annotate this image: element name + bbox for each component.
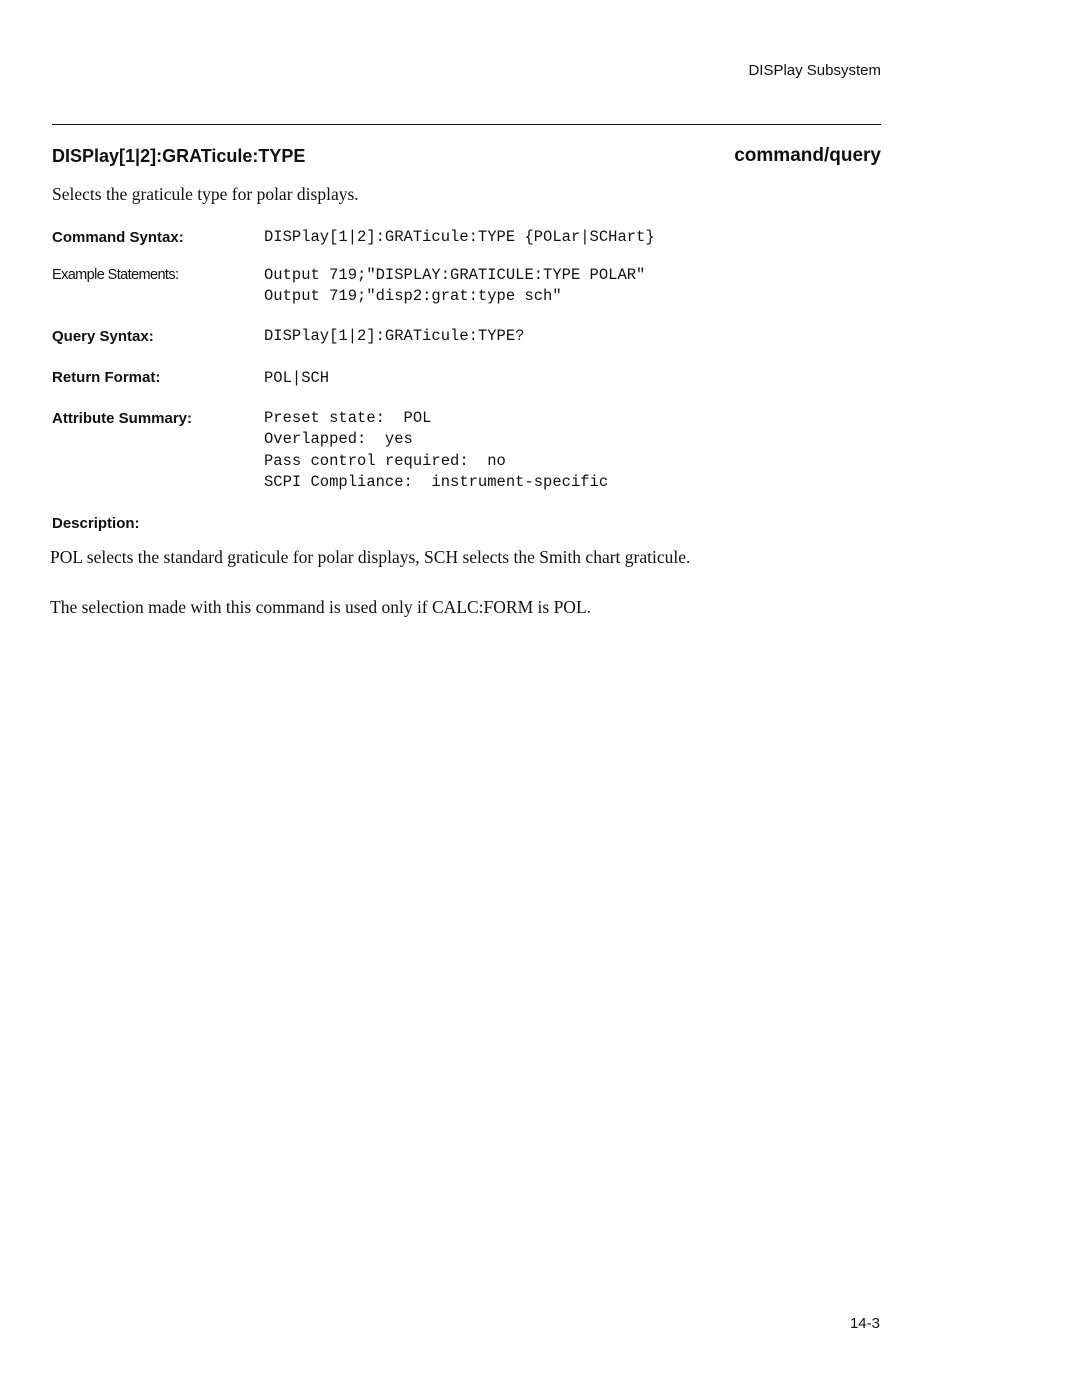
command-syntax-label: Command Syntax:	[52, 229, 184, 246]
attribute-pass-control: Pass control required: no	[264, 452, 506, 470]
attribute-summary-label: Attribute Summary:	[52, 410, 193, 427]
page-number: 14-3	[849, 1315, 880, 1332]
example-statement-1: Output 719;"DISPLAY:GRATICULE:TYPE POLAR"	[264, 266, 646, 284]
attribute-scpi-compliance: SCPI Compliance: instrument-specific	[264, 473, 609, 491]
command-summary: Selects the graticule type for polar displays.	[52, 184, 359, 204]
command-title: DISPlay[1|2]:GRATicule:TYPE	[52, 146, 306, 166]
command-syntax-value: DISPlay[1|2]:GRATicule:TYPE {POLar|SCHart}	[264, 228, 655, 246]
description-label: Description:	[52, 515, 140, 532]
query-syntax-value: DISPlay[1|2]:GRATicule:TYPE?	[264, 327, 525, 345]
header-rule	[52, 124, 881, 125]
attribute-overlapped: Overlapped: yes	[264, 430, 413, 448]
attribute-preset-state: Preset state: POL	[264, 409, 432, 427]
description-paragraph-2: The selection made with this command is used only if CALC:FORM is POL.	[50, 597, 592, 617]
running-header: DISPlay Subsystem	[748, 62, 881, 79]
example-statements-label: Example Statements:	[52, 267, 179, 283]
return-format-label: Return Format:	[52, 369, 161, 386]
return-format-value: POL|SCH	[264, 369, 330, 387]
command-kind: command/query	[734, 145, 881, 166]
description-paragraph-1: POL selects the standard graticule for polar displays, SCH selects the Smith chart graticule.	[50, 547, 691, 567]
query-syntax-label: Query Syntax:	[52, 328, 154, 345]
example-statement-2: Output 719;"disp2:grat:type sch"	[264, 287, 562, 305]
